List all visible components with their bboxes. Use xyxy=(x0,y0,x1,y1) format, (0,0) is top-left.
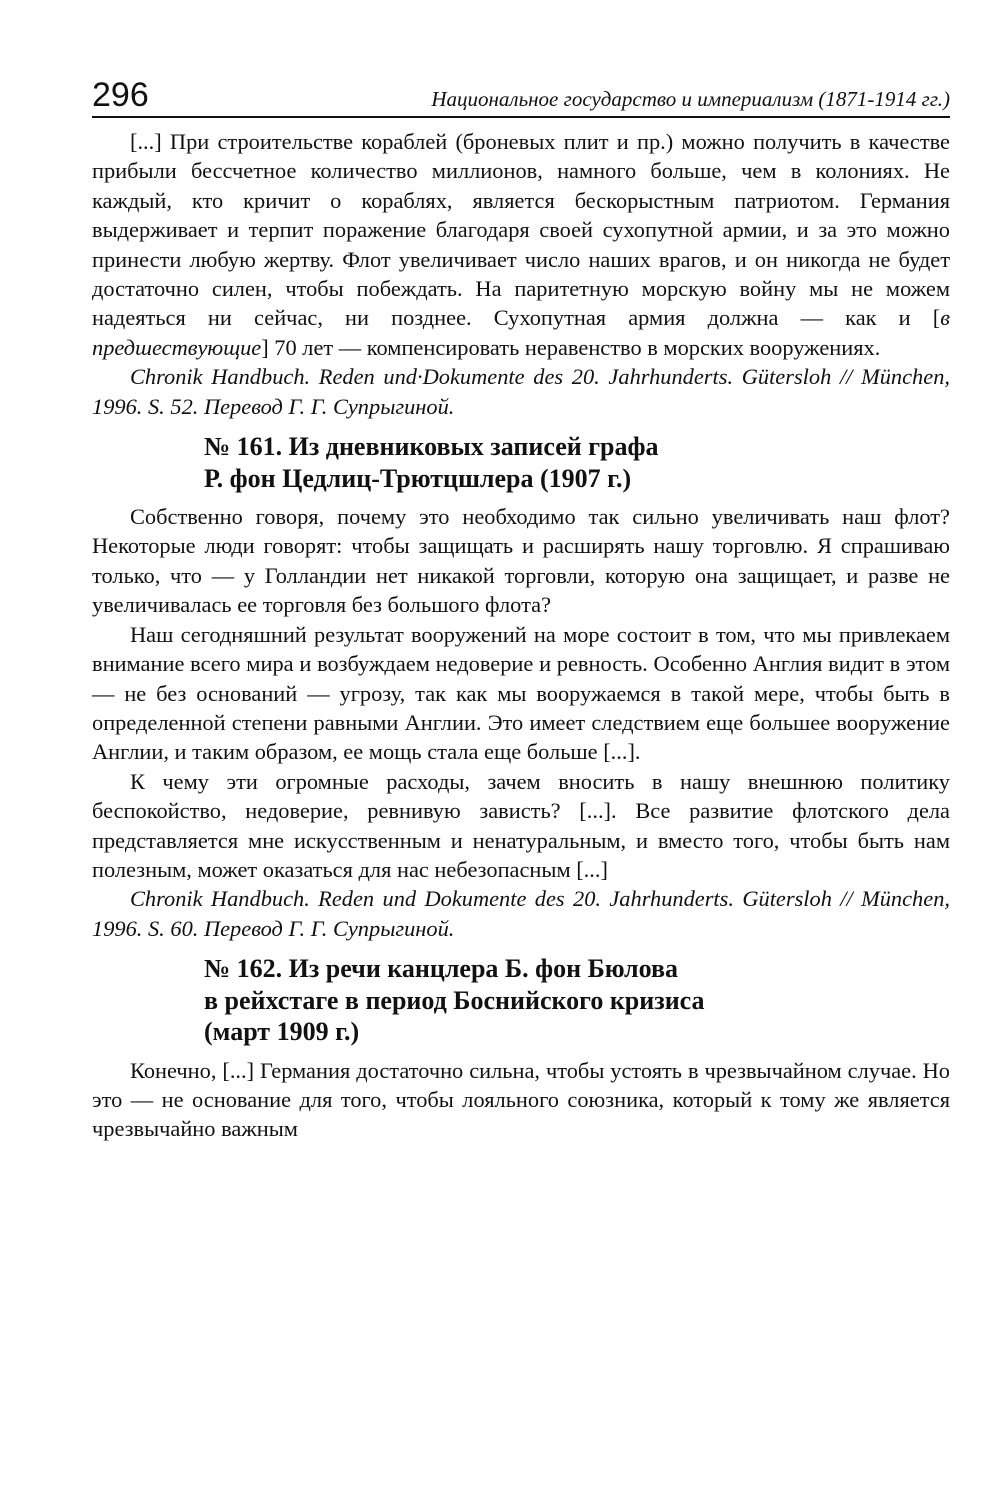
paragraph: Наш сегодняшний результат вооружений на море состоит в том, что мы привлекаем внимание всего мира и возбуждаем недоверие и ревность. Особенно Англия видит в этом — не без оснований — угрозу, так как мы вооружаемся в такой мере, чтобы быть в определенной степени равными Англии. Это имеет следствием еще большее вооружение Англии, и таким образом, ее мощь стала еще больше [...]. xyxy=(92,621,950,765)
heading-line: № 161. Из дневниковых записей графа xyxy=(204,432,659,462)
heading-line: (март 1909 г.) xyxy=(204,1017,360,1047)
page-number: 296 xyxy=(92,76,149,114)
paragraph xyxy=(92,127,950,362)
heading-line: в рейхстаге в период Боснийского кризиса xyxy=(204,985,705,1015)
page-content xyxy=(92,127,950,1144)
editorial-insert: в предшествующие xyxy=(92,305,950,360)
running-title: Национальное государство и империализм (1871-1914 гг.) xyxy=(431,87,950,111)
paragraph-text: ] 70 лет — компенсировать неравенство в морских вооружениях. xyxy=(261,334,881,360)
paragraph-text: [...] При строительстве кораблей (броневых плит и пр.) можно получить в качестве прибыли бессчетное количество миллионов, намного больше, чем в колониях. Не каждый, кто кричит о кораблях, является бескорыстным патриотом. Германия выдерживает и терпит поражение благодаря своей сухопутной армии, и за это можно принести любую жертву. Флот увеличивает число наших врагов, и он никогда не будет достаточно силен, чтобы побеждать. На паритетную морскую войну мы не можем надеяться ни сейчас, ни позднее. Сухопутная армия должна — как и [ xyxy=(92,129,950,331)
paragraph: К чему эти огромные расходы, зачем вносить в нашу внешнюю политику беспокойство, недоверие, ревнивую зависть? [...]. Все развитие флотского дела представляется мне искусственным и ненатуральным, и вместо того, чтобы быть нам полезным, может оказаться для нас небезопасным [...] xyxy=(92,768,950,882)
paragraph: Собственно говоря, почему это необходимо так сильно увеличивать наш флот? Некоторые люди говорят: чтобы защищать и расширять нашу торговлю. Я спрашиваю только, что — у Голландии нет никакой торговли, которую она защищает, и разве не увеличивалась ее торговля без большого флота? xyxy=(92,504,950,618)
document-page xyxy=(92,70,950,1144)
paragraph: Конечно, [...] Германия достаточно сильна, чтобы устоять в чрезвычайном случае. Но это — не основание для того, чтобы лояльного союзника, который к тому же является чрезвычайно важным xyxy=(92,1057,950,1142)
document-heading-162 xyxy=(204,953,950,1048)
page-header xyxy=(92,70,950,118)
document-heading-161 xyxy=(204,431,950,494)
source-citation: Chronik Handbuch. Reden und Dokumente des 20. Jahrhunderts. Gütersloh // München, 1996. S. 60. Перевод Г. Г. Супрыгиной. xyxy=(92,886,950,941)
heading-line: № 162. Из речи канцлера Б. фон Бюлова xyxy=(204,954,678,984)
source-citation: Chronik Handbuch. Reden und·Dokumente des 20. Jahrhunderts. Gütersloh // München, 1996. S. 52. Перевод Г. Г. Супрыгиной. xyxy=(92,364,950,419)
heading-line: Р. фон Цедлиц-Трютцшлера (1907 г.) xyxy=(204,463,632,493)
